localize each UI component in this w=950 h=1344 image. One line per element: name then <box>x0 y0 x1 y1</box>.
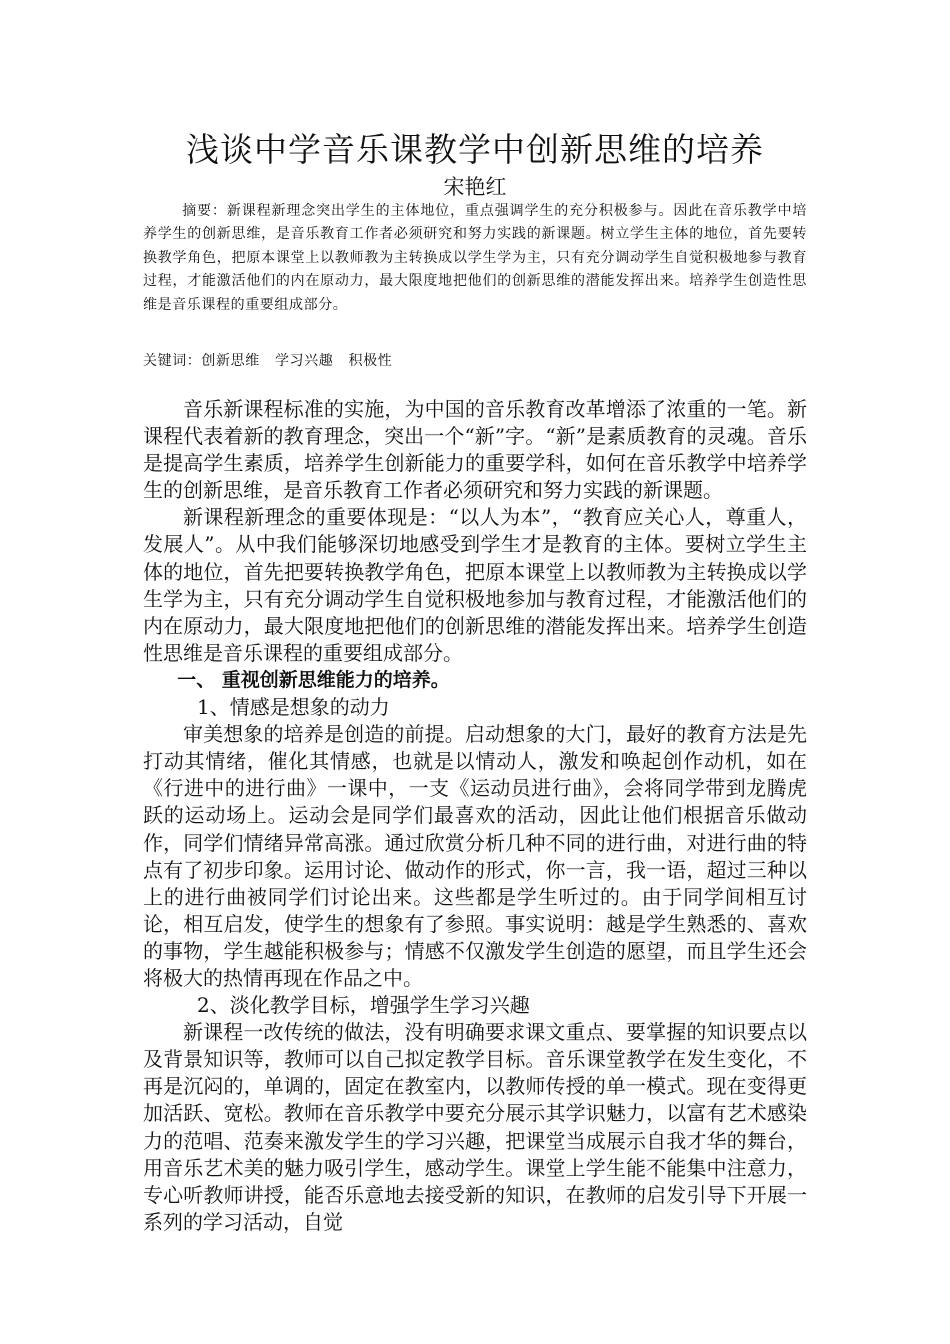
paragraph: 新课程一改传统的做法，没有明确要求课文重点、要掌握的知识要点以及背景知识等，教师可以自己拟定教学目标。音乐课堂教学在发生变化，不再是沉闷的，单调的，固定在教室内，以教师传授的单一模式。现在变得更加活跃、宽松。教师在音乐教学中要充分展示其学识魅力，以富有艺术感染力的范唱、范奏来激发学生的学习兴趣，把课堂当成展示自我才华的舞台，用音乐艺术美的魅力吸引学生，感动学生。课堂上学生能不能集中注意力，专心听教师讲授，能否乐意地去接受新的知识，在教师的启发引导下开展一系列的学习活动，自觉 <box>143 1020 807 1234</box>
paragraph: 音乐新课程标准的实施，为中国的音乐教育改革增添了浓重的一笔。新课程代表着新的教育理念，突出一个“新”字。“新”是素质教育的灵魂。音乐是提高学生素质，培养学生创新能力的重要学科，如何在音乐教学中培养学生的创新思维，是音乐教育工作者必须研究和努力实践的新课题。 <box>143 397 807 503</box>
author-name: 宋艳红 <box>443 175 507 199</box>
paragraph: 新课程新理念的重要体现是：“以人为本”，“教育应关心人，尊重人，发展人”。从中我们能够深切地感受到学生才是教育的主体。要树立学生主体的地位，首先把要转换教学角色，把原本课堂上以教师教为主转换成以学生学为主，只有充分调动学生自觉积极地参加与教育过程，才能激活他们的内在原动力，最大限度地把他们的创新思维的潜能发挥出来。培养学生创造性思维是音乐课程的重要组成部分。 <box>143 505 807 665</box>
paragraph: 审美想象的培养是创造的前提。启动想象的大门，最好的教育方法是先打动其情绪，催化其情感，也就是以情动人，激发和唤起创作动机，如在《行进中的进行曲》一课中，一支《运动员进行曲》，会将同学带到龙腾虎跃的运动场上。运动会是同学们最喜欢的活动，因此让他们根据音乐做动作，同学们情绪异常高涨。通过欣赏分析几种不同的进行曲，对进行曲的特点有了初步印象。运用讨论、做动作的形式，你一言，我一语，超过三种以上的进行曲被同学们讨论出来。这些都是学生听过的。由于同学间相互讨论，相互启发，使学生的想象有了参照。事实说明：越是学生熟悉的、喜欢的事物，学生越能积极参与；情感不仅激发学生创造的愿望，而且学生还会将极大的热情再现在作品之中。 <box>143 722 807 990</box>
subsection-heading: 2、淡化教学目标，增强学生学习兴趣 <box>197 993 530 1018</box>
section-heading: 一、 重视创新思维能力的培养。 <box>177 668 450 691</box>
document-title: 浅谈中学音乐课教学中创新思维的培养 <box>186 130 764 169</box>
keywords: 关键词：创新思维 学习兴趣 积极性 <box>143 353 393 369</box>
document-body <box>143 396 807 1236</box>
abstract: 摘要：新课程新理念突出学生的主体地位，重点强调学生的充分积极参与。因此在音乐教学中培养学生的创新思维，是音乐教育工作者必须研究和努力实践的新课题。树立学生主体的地位，首先要转换教学角色，把原本课堂上以教师教为主转换成以学生学为主，只有充分调动学生自觉积极地参与教育过程，才能激活他们的内在原动力，最大限度地把他们的创新思维的潜能发挥出来。培养学生创造性思维是音乐课程的重要组成部分。 <box>143 203 807 313</box>
subsection-heading: 1、情感是想象的动力 <box>197 695 390 720</box>
